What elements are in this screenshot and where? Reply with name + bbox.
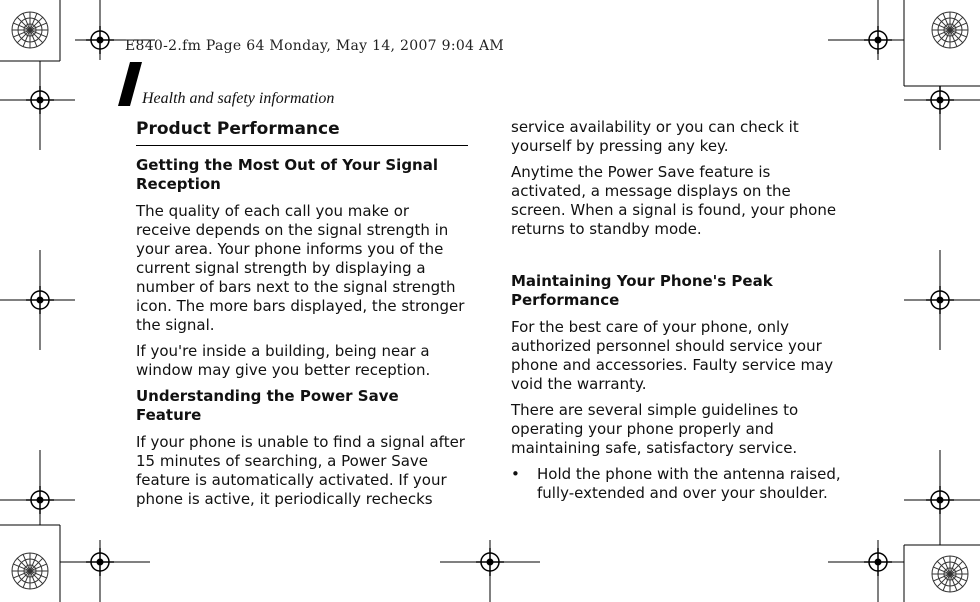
paragraph-guidelines: There are several simple guidelines to operating your phone properly and maintaining safe, satisfactory service. — [511, 401, 799, 457]
list-item — [511, 465, 845, 503]
paragraph-best-care: For the best care of your phone, only authorized personnel should service your phone and accessories. Faulty service may void the warranty. — [511, 318, 834, 393]
paragraph-service-availability: service availability or you can check it yourself by pressing any key. — [511, 118, 799, 155]
heading-peak-performance: Maintaining Your Phone's Peak Performance — [511, 272, 773, 309]
paragraph-power-save: If your phone is unable to find a signal after 15 minutes of searching, a Power Save feature is automatically activated. If your phone is active, it periodically rechecks — [136, 433, 465, 508]
paragraph-power-save-message: Anytime the Power Save feature is activated, a message displays on the screen. When a signal is found, your phone returns to standby mode. — [511, 163, 837, 238]
paragraph-signal-quality: The quality of each call you make or receive depends on the signal strength in your area. Your phone informs you of the current signal strength by displaying a number of bars next to the signal strength icon. The more bars displayed, the stronger the signal. — [136, 202, 465, 334]
list-item-text: Hold the phone with the antenna raised, fully-extended and over your shoulder. — [537, 465, 841, 502]
left-column — [136, 118, 468, 516]
paragraph-inside-building: If you're inside a building, being near a window may give you better reception. — [136, 342, 431, 379]
running-head-bar-icon — [118, 62, 142, 106]
heading-power-save: Understanding the Power Save Feature — [136, 387, 399, 424]
running-head: Health and safety information — [142, 90, 335, 107]
page-title: Product Performance — [136, 118, 468, 146]
file-info-line: E840-2.fm Page 64 Monday, May 14, 2007 9:04 AM — [125, 38, 505, 54]
bullet-icon: • — [511, 465, 520, 483]
heading-signal-reception: Getting the Most Out of Your Signal Reception — [136, 156, 438, 193]
right-column — [511, 118, 845, 503]
